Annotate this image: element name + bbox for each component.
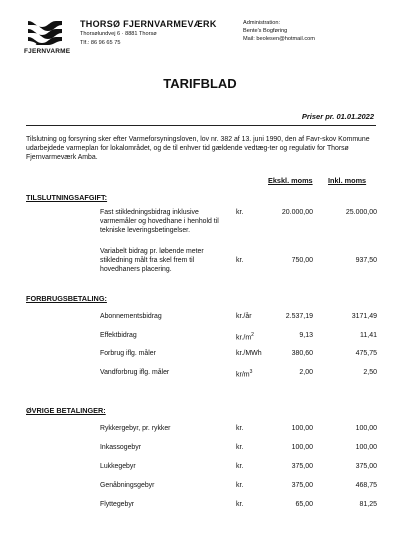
admin-mail: Mail: beolesen@hotmail.com [243,36,315,42]
row-excl: 65,00 [295,501,313,508]
row-excl: 375,00 [291,463,313,470]
divider [26,125,376,126]
row-description: Genåbningsgebyr [100,482,155,489]
company-name: THORSØ FJERNVARMEVÆRK [80,19,217,29]
row-unit: kr. [236,425,244,432]
col-excl-header: Ekskl. moms [268,176,313,185]
row-description: Inkassogebyr [100,444,141,451]
row-incl: 2,50 [363,369,377,376]
row-incl: 937,50 [355,257,377,264]
row-incl: 3171,49 [351,313,377,320]
company-phone: Tlf.: 86 96 65 75 [80,40,121,46]
row-excl: 2,00 [299,369,313,376]
section-title-forbrug: FORBRUGSBETALING: [26,294,107,303]
intro-paragraph: Tilslutning og forsyning sker efter Varmeforsyningsloven, lov nr. 382 af 13. juni 1990, den af Favr-skov Kommune udarbejdede varmeplan for lokalområdet, og de til enhver tid gældende vedtæg-ter og regulativ for Thorsø Fjernvarmeværk Amba. [26,136,370,161]
company-address: Thorsølundvej 6 · 8881 Thorsø [80,31,157,37]
row-description: Fast stikledningsbidrag inklusive varmemåler og hovedhane i henhold til tekniske leveringsbetingelser. [100,209,219,234]
row-excl: 375,00 [291,482,313,489]
row-incl: 475,75 [355,350,377,357]
row-incl: 100,00 [355,444,377,451]
row-excl: 9,13 [299,332,313,339]
row-excl: 2.537,19 [285,313,313,320]
row-description: Effektbidrag [100,332,137,339]
page-title: TARIFBLAD [163,76,237,91]
row-description: Abonnementsbidrag [100,313,162,320]
row-description: Forbrug iflg. måler [100,350,156,357]
row-description: Flyttegebyr [100,501,135,508]
row-excl: 750,00 [291,257,313,264]
row-unit: kr. [236,444,244,451]
wave-logo-icon [26,19,64,45]
row-unit: kr. [236,463,244,470]
row-unit: kr. [236,482,244,489]
price-date: Priser pr. 01.01.2022 [301,112,374,121]
row-unit: $kr/m^3$ [236,369,253,379]
row-incl: 375,00 [355,463,377,470]
logo-text: FJERNVARME [24,48,71,55]
row-description: Rykkergebyr, pr. rykker [100,425,171,432]
row-unit: kr. [236,257,244,264]
row-incl: 468,75 [355,482,377,489]
row-incl: 100,00 [355,425,377,432]
row-excl: 100,00 [291,444,313,451]
row-incl: 11,41 [360,332,377,339]
row-unit: kr./år [236,313,252,320]
row-excl: 100,00 [291,425,313,432]
section-title-tilslutning: TILSLUTNINGSAFGIFT: [26,193,108,202]
admin-name: Bente's Bogføring [243,28,288,34]
row-incl: 25.000,00 [345,209,377,216]
row-description: Variabelt bidrag pr. løbende meter stikledning målt fra skel frem til hovedhaners placering. [100,248,204,273]
row-description: Vandforbrug iflg. måler [100,369,170,376]
row-description: Lukkegebyr [100,463,136,470]
section-title-oevrige: ØVRIGE BETALINGER: [26,406,106,415]
col-incl-header: Inkl. moms [328,176,367,185]
row-unit: kr./MWh [236,350,262,357]
row-unit: $kr./m^2$ [236,332,254,342]
row-unit: kr. [236,209,244,216]
row-incl: 81,25 [359,501,377,508]
row-unit: kr. [236,501,244,508]
admin-label: Administration: [243,20,280,26]
row-excl: 380,60 [291,350,313,357]
row-excl: 20.000,00 [281,209,313,216]
